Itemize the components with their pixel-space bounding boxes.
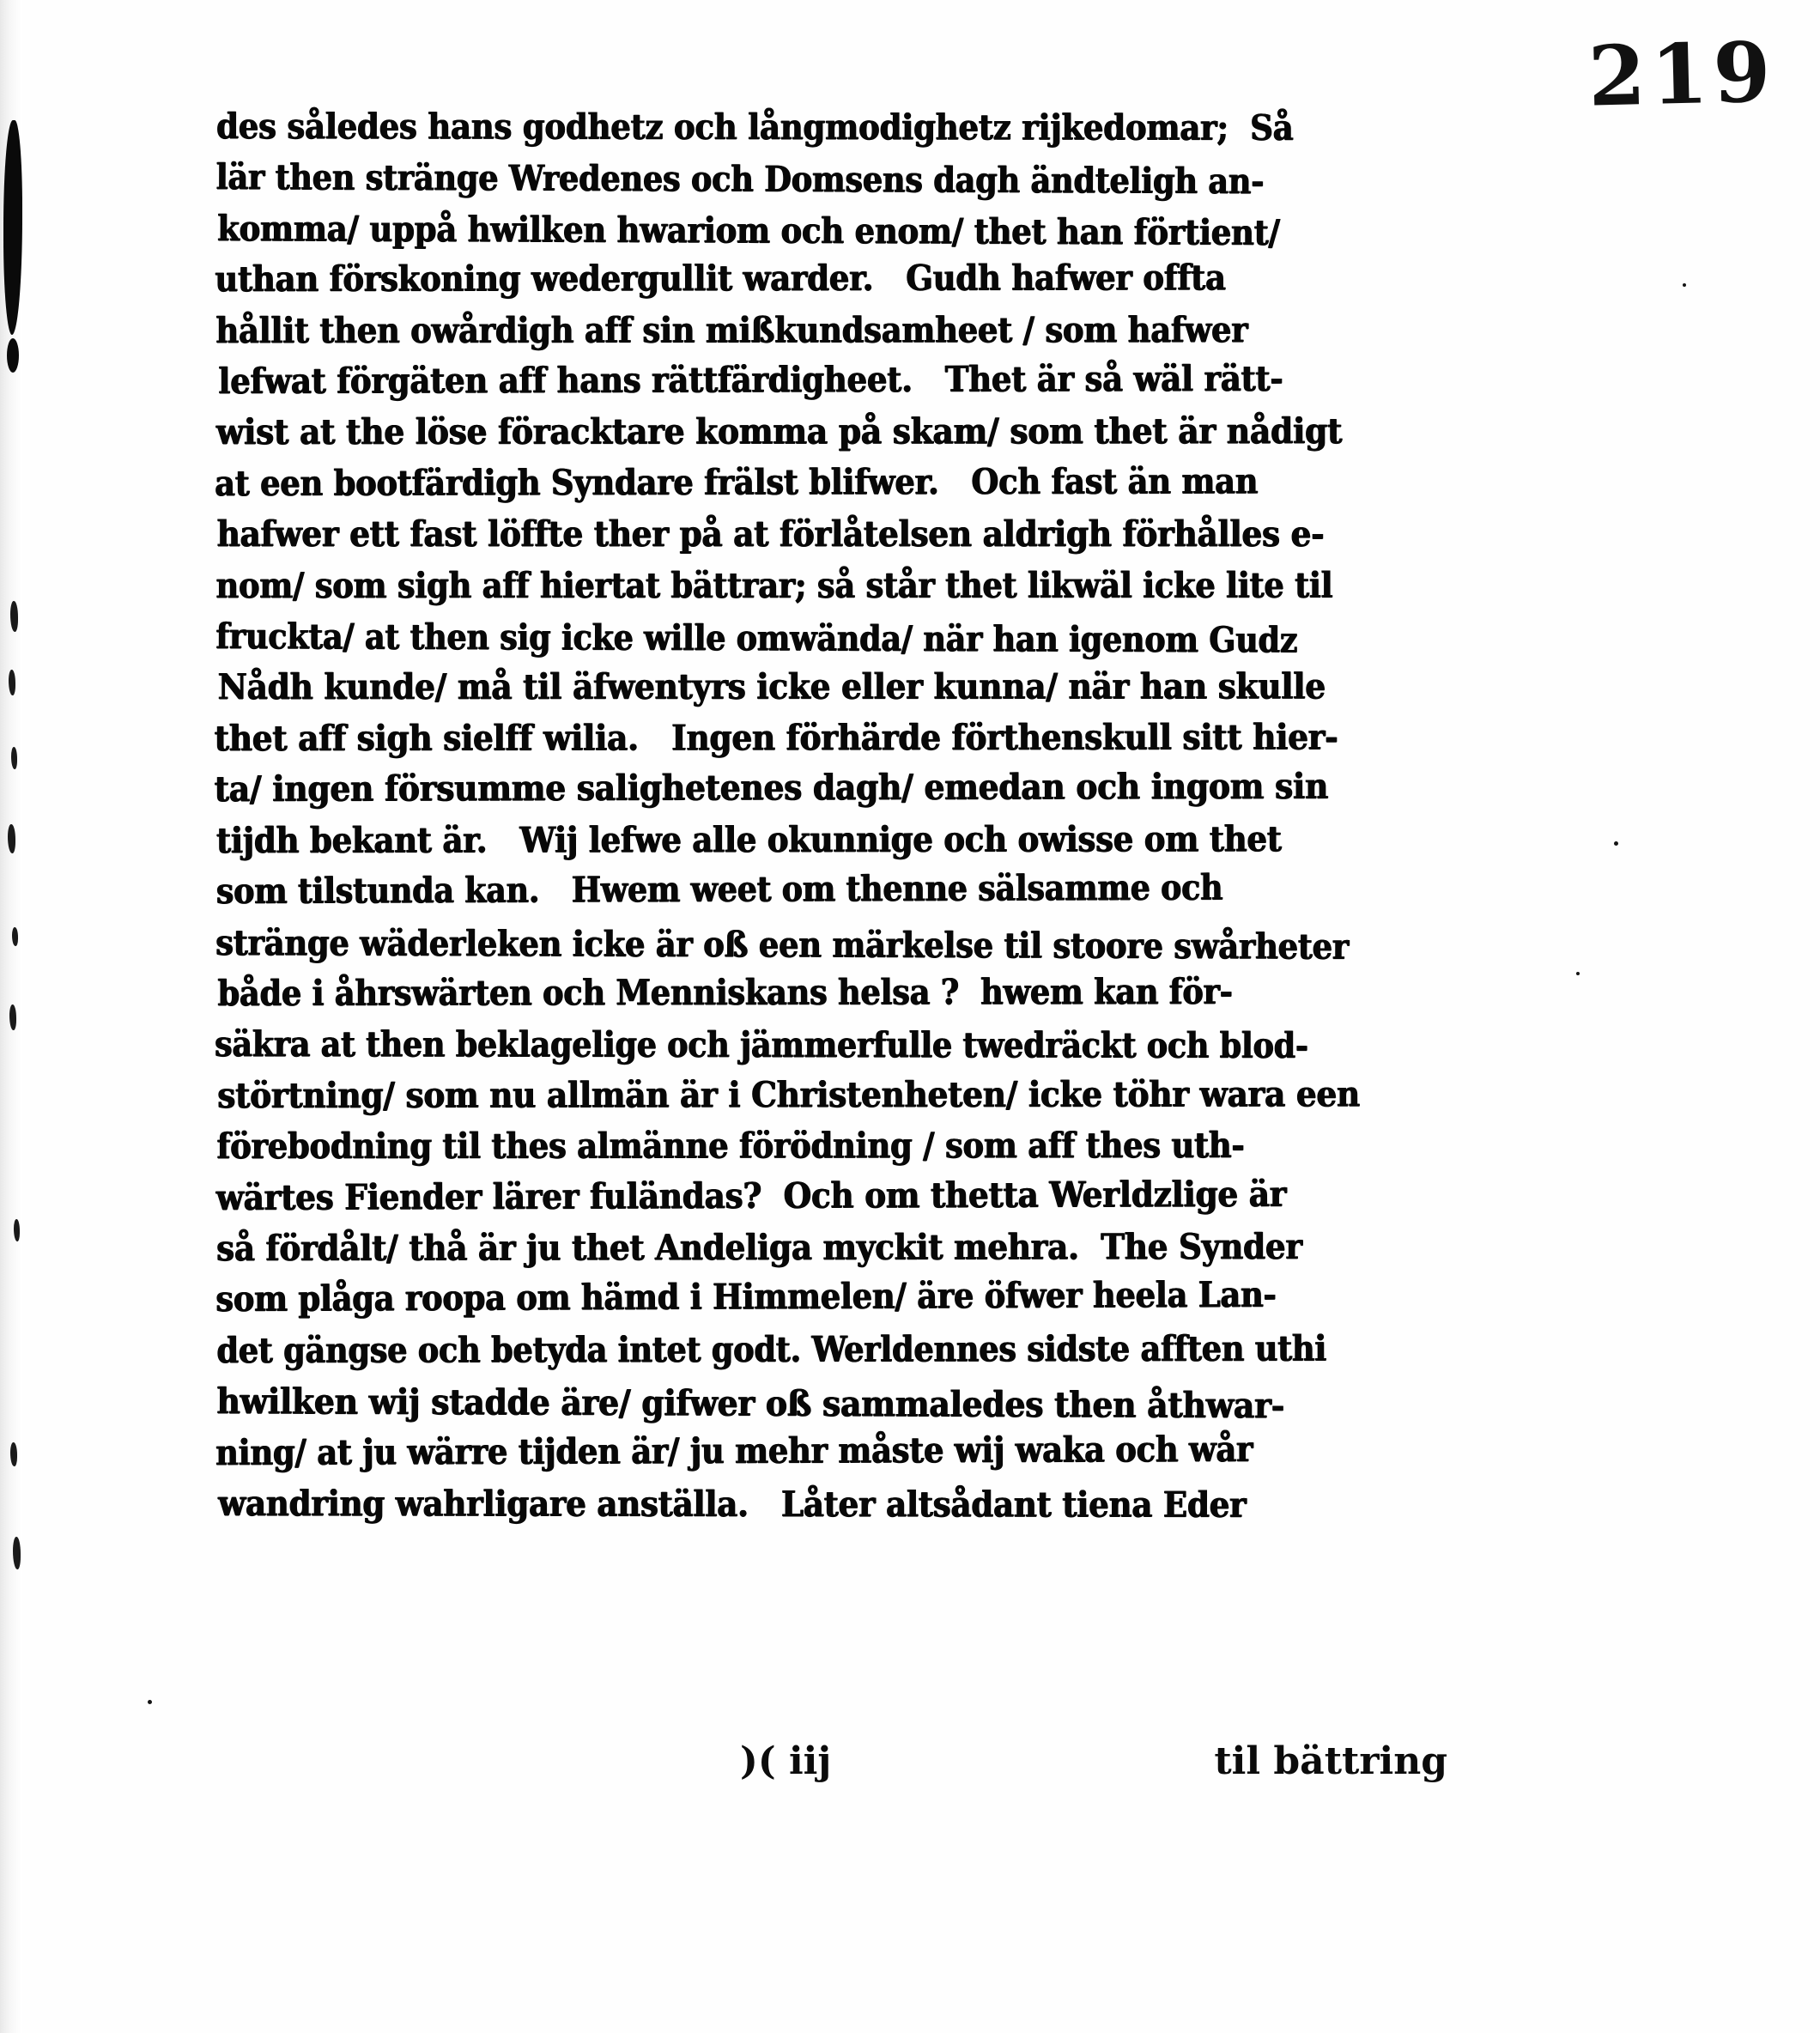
text-line: det gängse och betyda intet godt. Werldennes sidste afften uthi	[216, 1327, 1327, 1371]
text-line: wandring wahrligare anställa. Låter altsådant tiena Eder	[218, 1482, 1247, 1526]
gutter-fleck	[12, 927, 18, 946]
text-line: tijdh bekant är. Wij lefwe alle okunnige och owisse om thet	[216, 817, 1282, 861]
text-line: som plåga roopa om hämd i Himmelen/ äre öfwer heela Lan-	[215, 1274, 1277, 1320]
text-line: komma/ uppå hwilken hwariom och enom/ thet han förtient/	[217, 207, 1280, 253]
page-number: 219	[1586, 23, 1777, 125]
scan-speck	[1576, 972, 1580, 975]
text-line: som tilstunda kan. Hwem weet om thenne sälsamme och	[215, 866, 1223, 913]
gutter-fleck	[13, 1537, 21, 1569]
text-line: hafwer ett fast löffte ther på at förlåtelsen aldrigh förhålles e-	[216, 513, 1325, 555]
text-line: så fördålt/ thå är ju thet Andeliga myckit mehra. The Synder	[216, 1225, 1302, 1269]
text-line: förebodning til thes almänne förödning / som aff thes uth-	[216, 1125, 1245, 1168]
scan-speck	[148, 1700, 152, 1704]
text-line: wärtes Fiender lärer fuländas? Och om thetta Werldzlige är	[215, 1173, 1287, 1218]
gutter-fleck	[9, 1004, 16, 1030]
text-line: uthan förskoning wedergullit warder. Gudh hafwer offta	[215, 257, 1226, 300]
signature-mark: )( iij	[740, 1739, 832, 1783]
gutter-fleck	[10, 1442, 17, 1466]
body-text-block	[216, 101, 1459, 1529]
gutter-fleck	[14, 1219, 20, 1241]
text-line: stränge wäderleken icke är oß een märkelse til stoore swårheter	[215, 921, 1350, 968]
scan-speck	[1683, 283, 1686, 287]
text-line: thet aff sigh sielff wilia. Ingen förhärde förthenskull sitt hier-	[214, 716, 1338, 759]
text-line: ta/ ingen försumme salighetenes dagh/ emedan och ingom sin	[214, 765, 1329, 810]
scan-speck	[1614, 841, 1618, 846]
text-line: Nådh kunde/ må til äfwentyrs icke eller kunna/ när han skulle	[217, 665, 1326, 708]
text-line: lefwat förgäten aff hans rättfärdigheet. Thet är så wäl rätt-	[218, 357, 1283, 403]
text-line: nom/ som sigh aff hiertat bättrar; så står thet likwäl icke lite til	[215, 564, 1333, 606]
gutter-fleck	[9, 670, 15, 695]
text-line: både i åhrswärten och Menniskans helsa ? hwem kan för-	[217, 970, 1233, 1014]
text-line: lär then stränge Wredenes och Domsens dagh ändteligh an-	[215, 156, 1265, 203]
text-line: säkra at then beklagelige och jämmerfulle twedräckt och blod-	[215, 1023, 1308, 1067]
text-line: störtning/ som nu allmän är i Christenheten/ icke töhr wara een	[217, 1072, 1361, 1116]
gutter-fleck	[8, 824, 15, 853]
text-line: hwilken wij stadde äre/ gifwer oß sammaledes then åthwar-	[216, 1381, 1285, 1427]
gutter-smudge	[7, 338, 19, 373]
text-line: des således hans godhetz och långmodighetz rijkedomar; Så	[216, 106, 1294, 149]
catchword: til bättring	[1214, 1739, 1447, 1783]
text-line: ning/ at ju wärre tijden är/ ju mehr måste wij waka och wår	[215, 1428, 1253, 1473]
gutter-fleck	[10, 601, 18, 632]
gutter-fleck	[11, 747, 17, 769]
text-line: fruckta/ at then sig icke wille omwända/ när han igenom Gudz	[215, 616, 1298, 661]
text-line: wist at the löse föracktare komma på skam/ som thet är nådigt	[216, 410, 1343, 453]
text-line: at een bootfärdigh Syndare frälst blifwer. Och fast än man	[215, 460, 1259, 504]
page-footer	[216, 1739, 1459, 1783]
gutter-smudge	[3, 120, 22, 335]
text-line: hållit then owårdigh aff sin mißkundsamheet / som hafwer	[215, 308, 1248, 351]
